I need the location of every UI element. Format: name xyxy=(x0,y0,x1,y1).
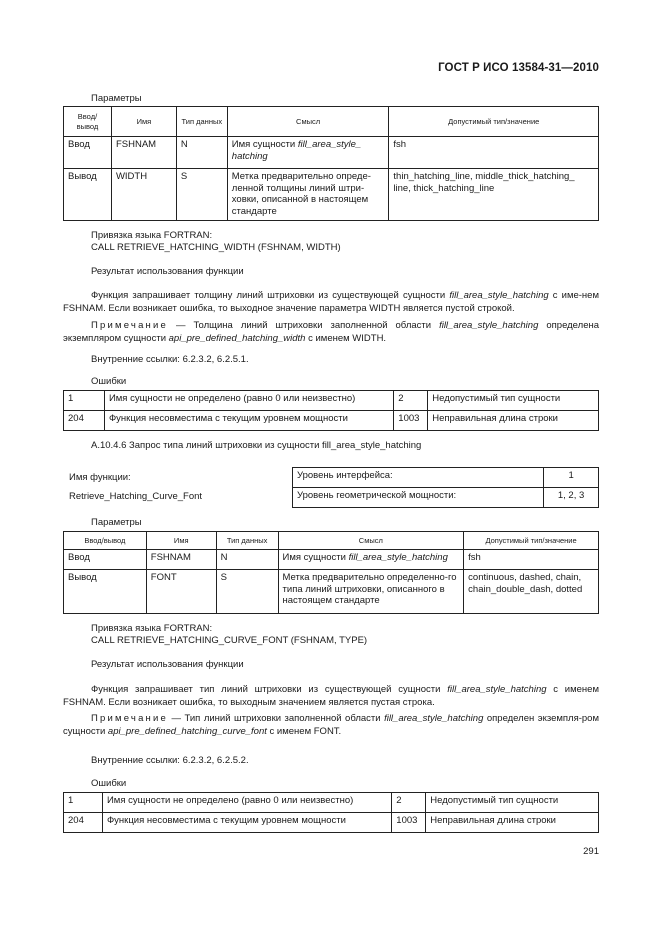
cell: Имя сущности не определено (равно 0 или неизвестно) xyxy=(102,793,391,813)
cell: Вывод xyxy=(64,570,147,614)
cell: fsh xyxy=(464,550,599,570)
table-row xyxy=(64,169,599,221)
section-title: A.10.4.6 Запрос типа линий штриховки из сущности fill_area_style_hatching xyxy=(91,440,422,451)
col-header: Ввод/ вывод xyxy=(64,107,112,137)
cell: thin_hatching_line, middle_thick_hatching_ line, thick_hatching_line xyxy=(389,169,599,221)
cell: Метка предварительно опреде-ленной толщины линий штри-ховки, описанной в настоящем стандарте xyxy=(227,169,389,221)
levels-table xyxy=(292,467,599,508)
col-header: Допустимый тип/значение xyxy=(464,532,599,550)
table-row xyxy=(293,468,599,488)
cell: Неправильная длина строки xyxy=(426,813,599,833)
table-row xyxy=(293,488,599,508)
entity-name: fill_area_style_hatching xyxy=(439,320,539,331)
result-label: Результат использования функции xyxy=(91,659,244,670)
result-label: Результат использования функции xyxy=(91,266,244,277)
cell xyxy=(278,550,464,570)
cell: fsh xyxy=(389,137,599,169)
text-run: Функция запрашивает тип линий штриховки из существующей сущности xyxy=(91,684,448,695)
cell: Недопустимый тип сущности xyxy=(426,793,599,813)
note-word: Примечание xyxy=(91,713,168,724)
cell: 204 xyxy=(64,813,103,833)
note-word: Примечание xyxy=(91,320,168,331)
cell: continuous, dashed, chain, chain_double_dash, dotted xyxy=(464,570,599,614)
table-header-row xyxy=(64,107,599,137)
entity-name: fill_area_style_ xyxy=(297,139,362,150)
cell: Функция несовместима с текущим уровнем мощности xyxy=(104,411,393,431)
params-table-1 xyxy=(63,106,599,221)
cell: Метка предварительно определенно-го типа линий штриховки, описанного в настоящем стандарте xyxy=(278,570,464,614)
entity-name: fill_area_style_hatching xyxy=(384,713,484,724)
fortran-label: Привязка языка FORTRAN: xyxy=(91,623,213,634)
cell: 1, 2, 3 xyxy=(544,488,599,508)
cell-text: Имя сущности xyxy=(231,139,298,150)
cell-text: Имя сущности xyxy=(282,552,349,563)
note-text xyxy=(63,713,599,738)
entity-name: api_pre_defined_hatching_curve_font xyxy=(107,725,267,737)
result-text xyxy=(63,290,599,315)
cell: Ввод xyxy=(64,550,147,570)
function-name-label: Имя функции: xyxy=(69,472,131,483)
cell: 1003 xyxy=(394,411,428,431)
text-run: — Толщина линий штриховки заполненной области xyxy=(168,320,440,331)
col-header: Допустимый тип/значение xyxy=(389,107,599,137)
table-row xyxy=(64,793,599,813)
cell: 1 xyxy=(64,793,103,813)
params-label: Параметры xyxy=(91,93,142,104)
table-row xyxy=(64,550,599,570)
internal-refs: Внутренние ссылки: 6.2.3.2, 6.2.5.1. xyxy=(91,354,249,365)
fortran-call: CALL RETRIEVE_HATCHING_WIDTH (FSHNAM, WIDTH) xyxy=(91,242,341,253)
cell: 204 xyxy=(64,411,105,431)
col-header: Тип данных xyxy=(216,532,278,550)
cell: 1 xyxy=(544,468,599,488)
result-text xyxy=(63,684,599,709)
cell: 1003 xyxy=(392,813,426,833)
col-header: Смысл xyxy=(278,532,464,550)
table-row xyxy=(64,570,599,614)
entity-name: fill_area_style_hatching xyxy=(447,684,547,695)
cell: Функция несовместима с текущим уровнем мощности xyxy=(102,813,391,833)
cell: FONT xyxy=(146,570,216,614)
cell: FSHNAM xyxy=(111,137,176,169)
col-header: Имя xyxy=(111,107,176,137)
col-header: Тип данных xyxy=(176,107,227,137)
text-run: с именем FSHNAM. Если возникает ошибка, то выходным значением является пустая строка. xyxy=(63,684,599,708)
cell xyxy=(227,137,389,169)
text-run: Функция запрашивает толщину линий штриховки из существующей сущности xyxy=(91,290,450,301)
entity-name: fill_area_style_hatching xyxy=(348,552,448,563)
cell: 2 xyxy=(394,391,428,411)
document-id: ГОСТ Р ИСО 13584-31—2010 xyxy=(438,62,599,74)
cell: S xyxy=(216,570,278,614)
cell: Вывод xyxy=(64,169,112,221)
function-name: Retrieve_Hatching_Curve_Font xyxy=(69,491,203,502)
note-text xyxy=(63,320,599,345)
cell: Уровень интерфейса: xyxy=(293,468,544,488)
cell: Уровень геометрической мощности: xyxy=(293,488,544,508)
errors-table-2 xyxy=(63,792,599,833)
table-row xyxy=(64,411,599,431)
params-table-2 xyxy=(63,531,599,614)
cell: 2 xyxy=(392,793,426,813)
errors-table-1 xyxy=(63,390,599,431)
cell: S xyxy=(176,169,227,221)
entity-name: fill_area_style_hatching xyxy=(449,290,549,301)
cell: 1 xyxy=(64,391,105,411)
cell: Неправильная длина строки xyxy=(428,411,599,431)
table-row xyxy=(64,813,599,833)
table-row xyxy=(64,391,599,411)
cell: Ввод xyxy=(64,137,112,169)
fortran-label: Привязка языка FORTRAN: xyxy=(91,230,213,241)
fortran-call: CALL RETRIEVE_HATCHING_CURVE_FONT (FSHNAM, TYPE) xyxy=(91,635,368,646)
internal-refs: Внутренние ссылки: 6.2.3.2, 6.2.5.2. xyxy=(91,755,249,766)
text-run: — Тип линий штриховки заполненной области xyxy=(168,713,385,724)
cell: Имя сущности не определено (равно 0 или неизвестно) xyxy=(104,391,393,411)
cell: FSHNAM xyxy=(146,550,216,570)
col-header: Ввод/вывод xyxy=(64,532,147,550)
cell: WIDTH xyxy=(111,169,176,221)
page-number: 291 xyxy=(583,846,599,857)
errors-label: Ошибки xyxy=(91,778,127,789)
params-label: Параметры xyxy=(91,517,142,528)
table-header-row xyxy=(64,532,599,550)
text-run: с именем FONT. xyxy=(266,725,342,737)
table-row xyxy=(64,137,599,169)
text-run: определена экземпляром сущности xyxy=(63,320,600,344)
errors-label: Ошибки xyxy=(91,376,127,387)
text-run: определен экземпля-ром сущности xyxy=(63,713,599,737)
col-header: Имя xyxy=(146,532,216,550)
entity-name: hatching xyxy=(231,150,268,162)
cell: Недопустимый тип сущности xyxy=(428,391,599,411)
text-run: с именем WIDTH. xyxy=(305,332,387,344)
cell: N xyxy=(216,550,278,570)
entity-name: api_pre_defined_hatching_width xyxy=(168,332,306,344)
col-header: Смысл xyxy=(227,107,389,137)
text-run: с име-нем FSHNAM. Если возникает ошибка, то выходное значение параметра WIDTH является пустой строкой. xyxy=(63,290,599,314)
cell: N xyxy=(176,137,227,169)
